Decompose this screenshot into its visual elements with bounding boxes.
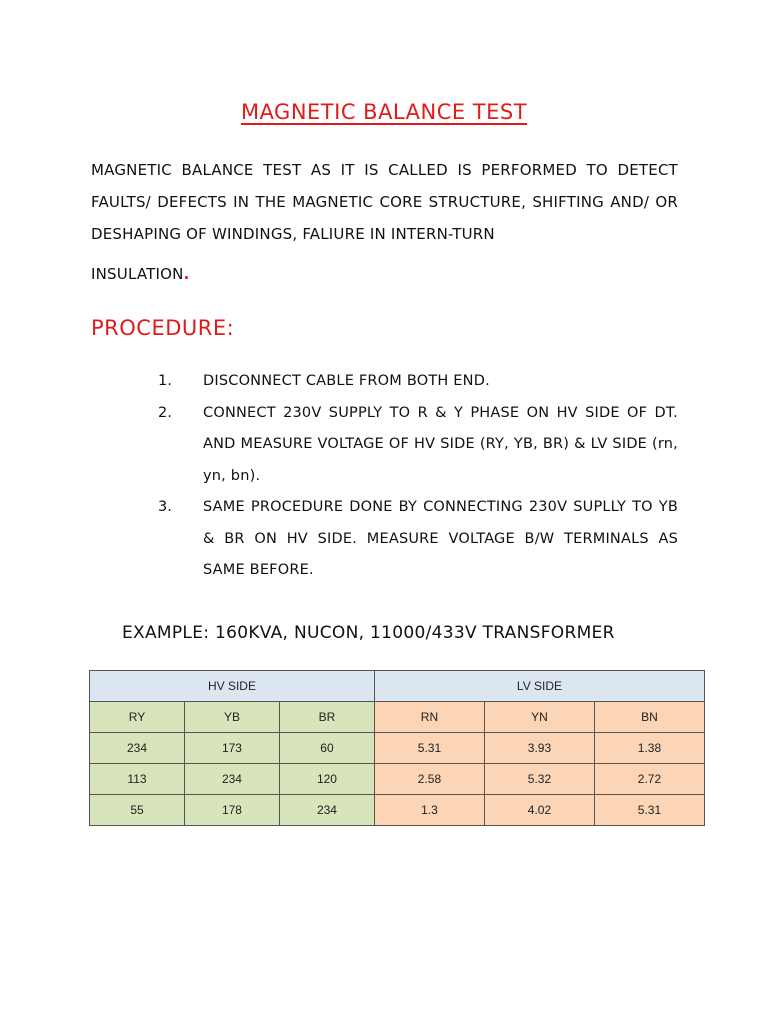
table-cell: 234 xyxy=(90,733,185,764)
voltage-table xyxy=(89,670,705,826)
step-text: SAME PROCEDURE DONE BY CONNECTING 230V SUPLLY TO YB & BR ON HV SIDE. MEASURE VOLTAGE B/W TERMINALS AS SAME BEFORE. xyxy=(203,499,678,578)
table-group-row xyxy=(90,671,705,702)
procedure-heading: PROCEDURE: xyxy=(91,316,235,340)
intro-last-word: INSULATION xyxy=(91,265,184,283)
step-number: 3. xyxy=(158,499,172,515)
step-text: CONNECT 230V SUPPLY TO R & Y PHASE ON HV SIDE OF DT. AND MEASURE VOLTAGE OF HV SIDE (RY, YB, BR) & LV SIDE (rn, yn, bn). xyxy=(203,404,678,484)
table-cell: 5.32 xyxy=(484,764,594,795)
table-cell: 60 xyxy=(279,733,374,764)
procedure-steps xyxy=(158,366,678,587)
intro-paragraph xyxy=(91,154,678,290)
table-cell: 178 xyxy=(184,795,279,826)
page-title: MAGNETIC BALANCE TEST xyxy=(240,100,528,124)
table-cell: 4.02 xyxy=(484,795,594,826)
table-cell: 1.38 xyxy=(594,733,704,764)
step-text: DISCONNECT CABLE FROM BOTH END. xyxy=(203,373,490,389)
intro-red-dot: . xyxy=(183,265,190,283)
column-header: YN xyxy=(484,702,594,733)
column-header: BN xyxy=(594,702,704,733)
column-header: BR xyxy=(279,702,374,733)
table-row xyxy=(90,733,705,764)
table-cell: 120 xyxy=(279,764,374,795)
step-number: 1. xyxy=(158,373,172,389)
intro-last-line xyxy=(91,258,189,290)
example-heading: EXAMPLE: 160KVA, NUCON, 11000/433V TRANSFORMER xyxy=(122,623,615,643)
table-row xyxy=(90,764,705,795)
procedure-step xyxy=(158,366,678,398)
table-cell: 2.58 xyxy=(374,764,484,795)
table-cell: 3.93 xyxy=(484,733,594,764)
intro-text: MAGNETIC BALANCE TEST AS IT IS CALLED IS PERFORMED TO DETECT FAULTS/ DEFECTS IN THE MAGNETIC CORE STRUCTURE, SHIFTING AND/ OR DESHAPING OF WINDINGS, FALIURE IN INTERN-TURN xyxy=(91,161,678,243)
table-row xyxy=(90,795,705,826)
table-cell: 234 xyxy=(184,764,279,795)
table-cell: 1.3 xyxy=(374,795,484,826)
column-header: RY xyxy=(90,702,185,733)
table-cell: 55 xyxy=(90,795,185,826)
column-header: YB xyxy=(184,702,279,733)
procedure-step xyxy=(158,492,678,587)
table-cell: 234 xyxy=(279,795,374,826)
table-cell: 113 xyxy=(90,764,185,795)
table-cell: 173 xyxy=(184,733,279,764)
group-header-hv: HV SIDE xyxy=(90,671,375,702)
group-header-lv: LV SIDE xyxy=(374,671,704,702)
table-header-row xyxy=(90,702,705,733)
table-cell: 5.31 xyxy=(374,733,484,764)
table-cell: 2.72 xyxy=(594,764,704,795)
column-header: RN xyxy=(374,702,484,733)
step-number: 2. xyxy=(158,404,172,421)
procedure-step xyxy=(158,398,678,493)
table-cell: 5.31 xyxy=(594,795,704,826)
